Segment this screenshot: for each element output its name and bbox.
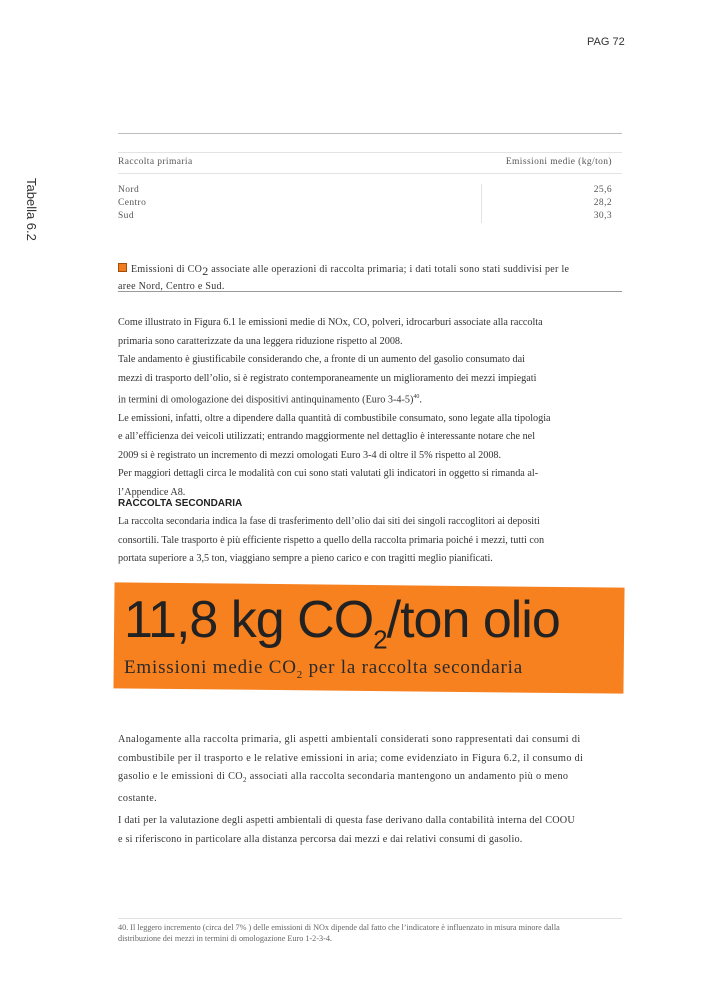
table-cell-value: 28,2 bbox=[593, 198, 612, 208]
top-divider bbox=[118, 133, 622, 134]
orange-square-bullet-icon bbox=[118, 263, 127, 272]
text-segment: in termini di omologazione dei dispositivi antinquinamento (Euro 3-4-5) bbox=[118, 394, 414, 406]
text-subscript: 2 bbox=[242, 776, 247, 785]
caption-subscript: 2 bbox=[202, 264, 209, 278]
table-cell-value: 25,6 bbox=[593, 185, 612, 195]
text-line: e si riferiscono in particolare alla distanza percorsa dai mezzi e dai relativi consumi di gasolio. bbox=[118, 833, 523, 845]
section-heading: RACCOLTA SECONDARIA bbox=[118, 498, 243, 509]
page-number: PAG 72 bbox=[587, 36, 625, 48]
table-header-area: Raccolta primaria bbox=[118, 157, 193, 167]
table-header bbox=[118, 152, 622, 174]
table-cell-area: Sud bbox=[118, 211, 134, 221]
table-side-label: Tabella 6.2 bbox=[24, 178, 39, 241]
text-line: portata superiore a 3,5 ton, viaggiano sempre a pieno carico e con tragitti meglio pianificati. bbox=[118, 553, 493, 564]
text-line: Come illustrato in Figura 6.1 le emissioni medie di NOx, CO, polveri, idrocarburi associate alla raccolta bbox=[118, 317, 543, 328]
highlight-value bbox=[124, 590, 560, 655]
text-line: Per maggiori dettagli circa le modalità con cui sono stati valutati gli indicatori in oggetto si rimanda al- bbox=[118, 468, 539, 480]
footnote-divider bbox=[118, 918, 622, 919]
text-segment: . bbox=[419, 394, 422, 406]
caption-line bbox=[118, 262, 622, 279]
text-line: Tale andamento è giustificabile considerando che, a fronte di un aumento del gasolio consumato dai bbox=[118, 354, 525, 365]
highlight-subtitle bbox=[124, 657, 523, 681]
table-cell-value: 30,3 bbox=[593, 211, 612, 221]
text-segment: gasolio e le emissioni di CO bbox=[118, 771, 243, 782]
text-segment: associati alla raccolta secondaria mantengono un andamento più o meno bbox=[246, 771, 569, 782]
body-paragraph-2 bbox=[118, 513, 622, 569]
table-area-column bbox=[118, 184, 482, 223]
table-body bbox=[118, 184, 622, 223]
text-line: l’Appendice A8. bbox=[118, 486, 186, 498]
highlight-value-text: 11,8 kg CO bbox=[124, 591, 374, 649]
text-line bbox=[118, 768, 622, 790]
highlight-subtitle-subscript: 2 bbox=[296, 668, 304, 681]
text-line: La raccolta secondaria indica la fase di trasferimento dell’olio dai siti dei singoli raccoglitori ai depositi bbox=[118, 516, 540, 527]
text-line: primaria sono caratterizzate da una leggera riduzione rispetto al 2008. bbox=[118, 335, 403, 347]
highlight-subtitle-text: per la raccolta secondaria bbox=[303, 657, 523, 678]
text-line bbox=[118, 388, 622, 410]
text-line: combustibile per il trasporto e le relative emissioni in aria; come evidenziato in Figura 6.2, il consumo di bbox=[118, 752, 584, 764]
text-line: e all’efficienza dei veicoli utilizzati; entrando maggiormente nel dettaglio è interessante notare che nel bbox=[118, 431, 536, 443]
highlight-value-subscript: 2 bbox=[373, 624, 387, 655]
table-cell-area: Nord bbox=[118, 185, 140, 195]
table-value-column bbox=[482, 184, 622, 223]
text-line: I dati per la valutazione degli aspetti ambientali di questa fase derivano dalla contabilità interna del COOU bbox=[118, 815, 575, 826]
text-line: mezzi di trasporto dell’olio, si è registrato contemporaneamente un miglioramento dei mezzi impiegati bbox=[118, 372, 537, 384]
table-cell-area: Centro bbox=[118, 198, 147, 208]
caption-line: aree Nord, Centro e Sud. bbox=[118, 281, 225, 292]
text-line: costante. bbox=[118, 792, 158, 804]
footnote-line: distribuzione dei mezzi in termini di omologazione Euro 1-2-3-4. bbox=[118, 934, 332, 943]
emissions-table bbox=[118, 152, 622, 223]
table-caption bbox=[118, 262, 622, 294]
highlight-value-text: /ton olio bbox=[386, 591, 560, 649]
table-header-emissions: Emissioni medie (kg/ton) bbox=[505, 157, 612, 167]
body-paragraph-3 bbox=[118, 731, 622, 808]
highlight-subtitle-text: Emissioni medie CO bbox=[124, 657, 297, 678]
footnote-line: 40. Il leggero incremento (circa del 7% ) delle emissioni di NOx dipende dal fatto che l’indicatore è influenzato in misura minore dalla bbox=[118, 923, 560, 932]
text-line: Le emissioni, infatti, oltre a dipendere dalla quantità di combustibile consumato, sono legate alla tipologia bbox=[118, 412, 551, 424]
body-paragraph-4 bbox=[118, 812, 622, 849]
body-paragraph-1 bbox=[118, 314, 622, 502]
text-line: 2009 si è registrato un incremento di mezzi omologati Euro 3-4 di oltre il 5% rispetto al 2008. bbox=[118, 449, 502, 461]
footnote-ref: 40 bbox=[413, 394, 420, 400]
caption-divider bbox=[118, 291, 622, 292]
caption-text: associate alle operazioni di raccolta primaria; i dati totali sono stati suddivisi per le bbox=[208, 264, 570, 275]
caption-text: Emissioni di CO bbox=[131, 264, 203, 275]
text-line: Analogamente alla raccolta primaria, gli aspetti ambientali considerati sono rappresentati dai consumi di bbox=[118, 734, 581, 745]
footnote bbox=[118, 922, 622, 944]
text-line: consortili. Tale trasporto è più efficiente rispetto a quello della raccolta primaria poiché i mezzi, tutti con bbox=[118, 534, 545, 546]
